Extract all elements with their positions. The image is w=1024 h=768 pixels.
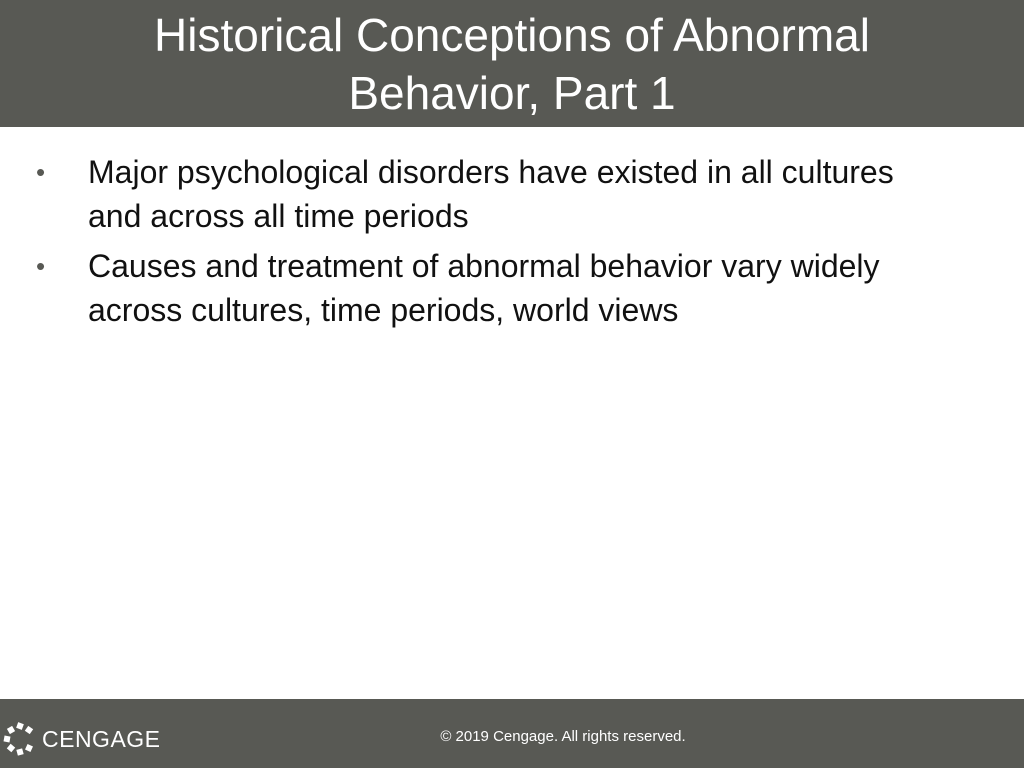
bullet-item	[0, 150, 1024, 238]
bullet-item	[0, 244, 1024, 332]
bullet-text: Causes and treatment of abnormal behavior vary widely across cultures, time periods, world views	[88, 248, 880, 328]
title-band	[0, 0, 1024, 127]
bullet-marker: •	[36, 157, 46, 187]
cengage-wordmark: CENGAGE	[42, 725, 161, 752]
bullet-list	[0, 150, 1024, 338]
bullet-text: Major psychological disorders have existed in all cultures and across all time periods	[88, 154, 894, 234]
bullet-marker: •	[36, 251, 46, 281]
footer-band	[0, 699, 1024, 768]
copyright-notice: © 2019 Cengage. All rights reserved.	[440, 728, 686, 745]
slide-title: Historical Conceptions of Abnormal Behavior, Part 1	[154, 8, 870, 119]
